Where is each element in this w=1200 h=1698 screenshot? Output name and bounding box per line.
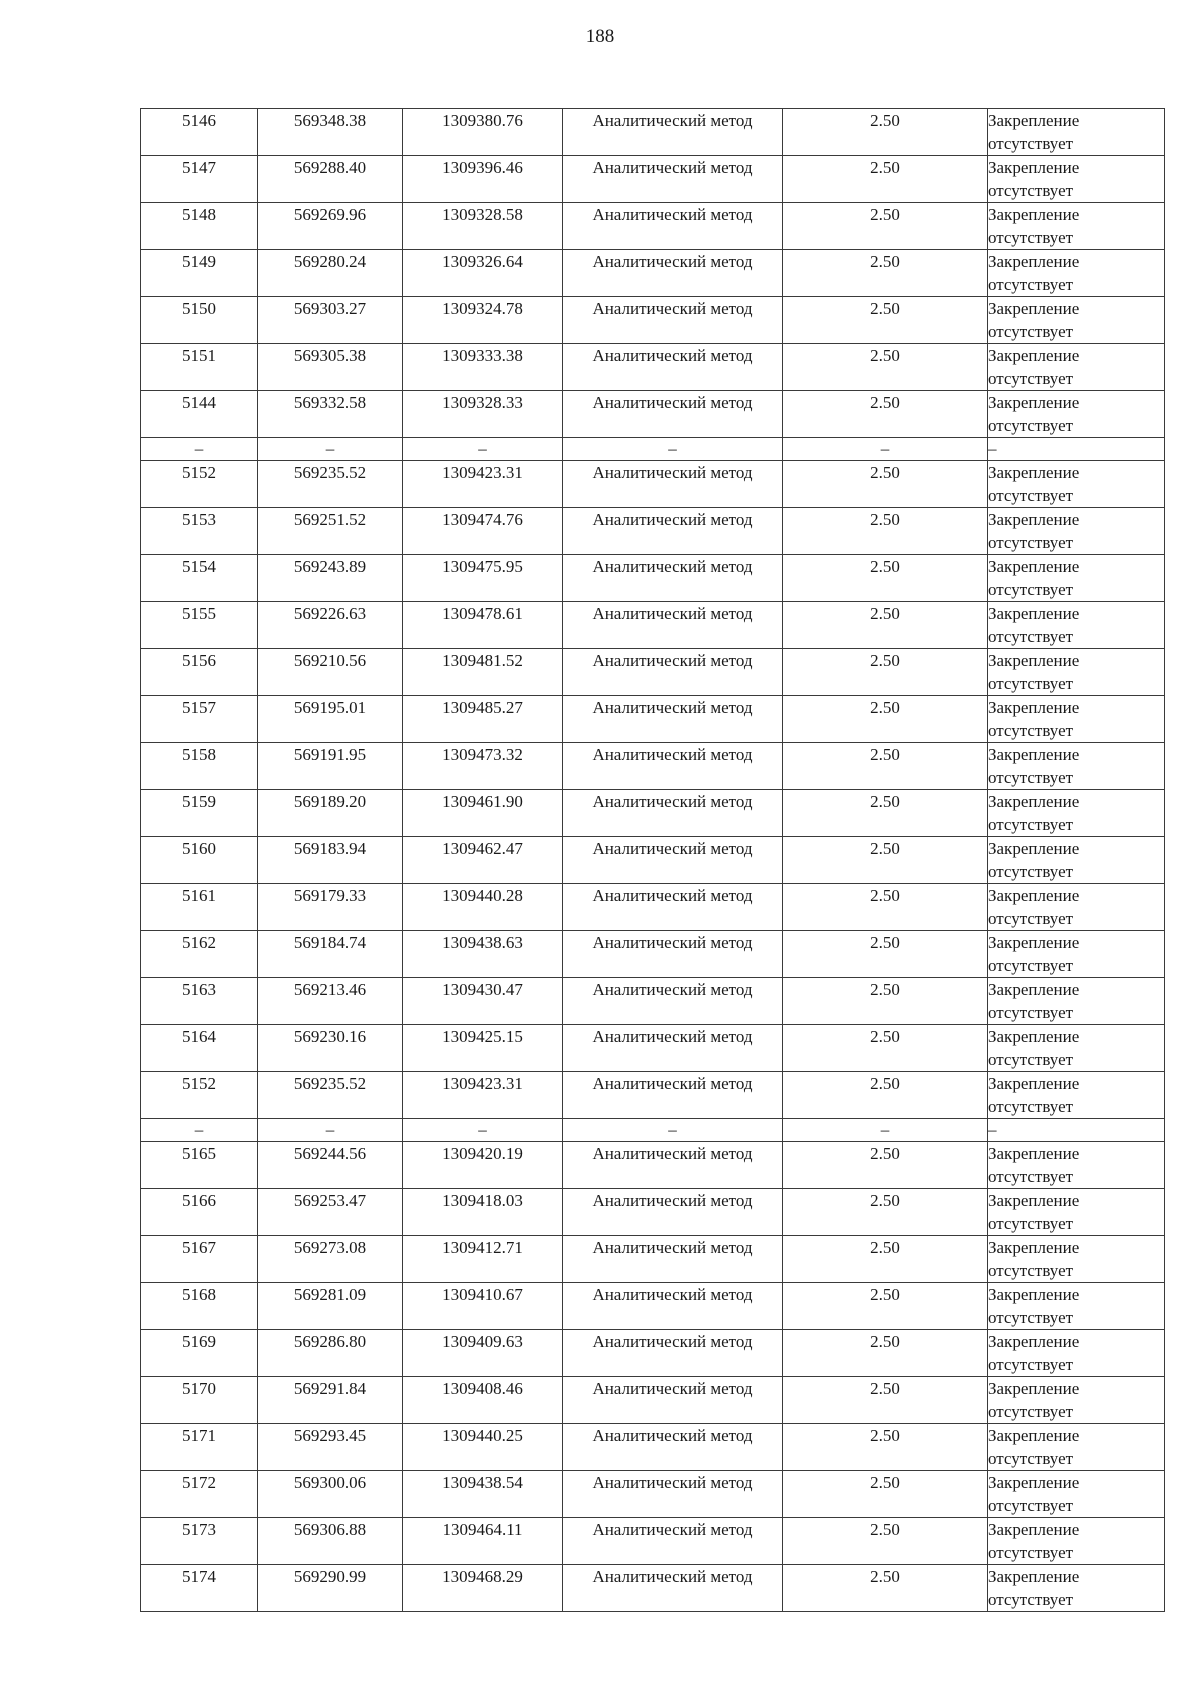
error-cell: 2.50 <box>783 790 988 837</box>
y-coordinate-cell: 1309425.15 <box>403 1025 563 1072</box>
method-cell: Аналитический метод <box>563 696 783 743</box>
method-cell: Аналитический метод <box>563 1142 783 1189</box>
x-coordinate-cell: 569210.56 <box>258 649 403 696</box>
fixing-cell <box>988 1518 1165 1565</box>
table-row <box>141 1142 1165 1189</box>
point-number-cell: 5168 <box>141 1283 258 1330</box>
table-row <box>141 1424 1165 1471</box>
x-coordinate-cell: 569226.63 <box>258 602 403 649</box>
point-number-cell: 5149 <box>141 250 258 297</box>
x-coordinate-cell: 569179.33 <box>258 884 403 931</box>
table-row <box>141 508 1165 555</box>
y-coordinate-cell: 1309464.11 <box>403 1518 563 1565</box>
method-cell: Аналитический метод <box>563 837 783 884</box>
error-cell: 2.50 <box>783 203 988 250</box>
method-cell: Аналитический метод <box>563 1025 783 1072</box>
point-number-cell: 5163 <box>141 978 258 1025</box>
x-coordinate-cell: 569195.01 <box>258 696 403 743</box>
fixing-line: Закрепление <box>988 1191 1080 1210</box>
fixing-line: Закрепление <box>988 346 1080 365</box>
point-number-cell: 5164 <box>141 1025 258 1072</box>
error-cell: 2.50 <box>783 461 988 508</box>
method-cell: Аналитический метод <box>563 1189 783 1236</box>
error-cell: 2.50 <box>783 696 988 743</box>
fixing-cell <box>988 203 1165 250</box>
y-coordinate-cell: 1309440.25 <box>403 1424 563 1471</box>
error-cell: 2.50 <box>783 555 988 602</box>
y-coordinate-cell: 1309380.76 <box>403 109 563 156</box>
table-row <box>141 696 1165 743</box>
point-number-cell: 5172 <box>141 1471 258 1518</box>
error-cell: 2.50 <box>783 837 988 884</box>
error-cell: 2.50 <box>783 602 988 649</box>
fixing-cell <box>988 391 1165 438</box>
method-cell: Аналитический метод <box>563 1377 783 1424</box>
point-number-cell: 5170 <box>141 1377 258 1424</box>
table-row <box>141 1189 1165 1236</box>
fixing-line: отсутствует <box>988 486 1074 505</box>
y-coordinate-cell: 1309461.90 <box>403 790 563 837</box>
x-coordinate-cell: 569291.84 <box>258 1377 403 1424</box>
x-coordinate-cell: 569184.74 <box>258 931 403 978</box>
y-coordinate-cell: 1309468.29 <box>403 1565 563 1612</box>
point-number-cell: 5151 <box>141 344 258 391</box>
error-cell: 2.50 <box>783 743 988 790</box>
table-row <box>141 884 1165 931</box>
fixing-line: Закрепление <box>988 205 1080 224</box>
fixing-line: отсутствует <box>988 627 1074 646</box>
coordinates-table <box>140 108 1165 1612</box>
y-coordinate-cell: 1309396.46 <box>403 156 563 203</box>
fixing-line: отсутствует <box>988 1402 1074 1421</box>
fixing-line: отсутствует <box>988 416 1074 435</box>
y-coordinate-cell: 1309474.76 <box>403 508 563 555</box>
method-cell: Аналитический метод <box>563 884 783 931</box>
x-coordinate-cell: 569303.27 <box>258 297 403 344</box>
fixing-line: Закрепление <box>988 1520 1080 1539</box>
fixing-cell <box>988 1236 1165 1283</box>
separator-cell: – <box>141 438 258 461</box>
table-row <box>141 649 1165 696</box>
separator-cell: – <box>563 1119 783 1142</box>
y-coordinate-cell: 1309423.31 <box>403 1072 563 1119</box>
x-coordinate-cell: 569189.20 <box>258 790 403 837</box>
table-row <box>141 1565 1165 1612</box>
method-cell: Аналитический метод <box>563 297 783 344</box>
x-coordinate-cell: 569348.38 <box>258 109 403 156</box>
method-cell: Аналитический метод <box>563 1424 783 1471</box>
point-number-cell: 5173 <box>141 1518 258 1565</box>
fixing-cell <box>988 884 1165 931</box>
y-coordinate-cell: 1309438.63 <box>403 931 563 978</box>
y-coordinate-cell: 1309481.52 <box>403 649 563 696</box>
y-coordinate-cell: 1309420.19 <box>403 1142 563 1189</box>
x-coordinate-cell: 569286.80 <box>258 1330 403 1377</box>
fixing-line: отсутствует <box>988 580 1074 599</box>
fixing-line: Закрепление <box>988 933 1080 952</box>
point-number-cell: 5167 <box>141 1236 258 1283</box>
method-cell: Аналитический метод <box>563 1471 783 1518</box>
y-coordinate-cell: 1309324.78 <box>403 297 563 344</box>
method-cell: Аналитический метод <box>563 602 783 649</box>
fixing-line: отсутствует <box>988 1496 1074 1515</box>
fixing-line: отсутствует <box>988 181 1074 200</box>
method-cell: Аналитический метод <box>563 1072 783 1119</box>
x-coordinate-cell: 569235.52 <box>258 461 403 508</box>
point-number-cell: 5160 <box>141 837 258 884</box>
fixing-line: отсутствует <box>988 1590 1074 1609</box>
fixing-line: отсутствует <box>988 768 1074 787</box>
fixing-line: Закрепление <box>988 510 1080 529</box>
error-cell: 2.50 <box>783 297 988 344</box>
fixing-line: Закрепление <box>988 463 1080 482</box>
table-row <box>141 344 1165 391</box>
fixing-cell <box>988 1283 1165 1330</box>
fixing-line: отсутствует <box>988 1355 1074 1374</box>
fixing-line: отсутствует <box>988 1449 1074 1468</box>
method-cell: Аналитический метод <box>563 790 783 837</box>
x-coordinate-cell: 569213.46 <box>258 978 403 1025</box>
fixing-line: Закрепление <box>988 1074 1080 1093</box>
method-cell: Аналитический метод <box>563 1236 783 1283</box>
fixing-line: Закрепление <box>988 1285 1080 1304</box>
separator-cell: – <box>783 1119 988 1142</box>
x-coordinate-cell: 569244.56 <box>258 1142 403 1189</box>
point-number-cell: 5150 <box>141 297 258 344</box>
y-coordinate-cell: 1309328.58 <box>403 203 563 250</box>
fixing-cell <box>988 1565 1165 1612</box>
table-row <box>141 1471 1165 1518</box>
error-cell: 2.50 <box>783 1518 988 1565</box>
point-number-cell: 5158 <box>141 743 258 790</box>
error-cell: 2.50 <box>783 344 988 391</box>
point-number-cell: 5146 <box>141 109 258 156</box>
fixing-cell <box>988 790 1165 837</box>
fixing-cell <box>988 297 1165 344</box>
fixing-line: отсутствует <box>988 721 1074 740</box>
method-cell: Аналитический метод <box>563 555 783 602</box>
fixing-line: отсутствует <box>988 1167 1074 1186</box>
method-cell: Аналитический метод <box>563 978 783 1025</box>
fixing-cell <box>988 508 1165 555</box>
fixing-line: Закрепление <box>988 1473 1080 1492</box>
x-coordinate-cell: 569305.38 <box>258 344 403 391</box>
method-cell: Аналитический метод <box>563 931 783 978</box>
method-cell: Аналитический метод <box>563 391 783 438</box>
fixing-cell <box>988 555 1165 602</box>
fixing-line: Закрепление <box>988 1332 1080 1351</box>
x-coordinate-cell: 569293.45 <box>258 1424 403 1471</box>
page-number: 188 <box>585 26 615 47</box>
y-coordinate-cell: 1309473.32 <box>403 743 563 790</box>
point-number-cell: 5161 <box>141 884 258 931</box>
fixing-cell <box>988 978 1165 1025</box>
table-row <box>141 109 1165 156</box>
fixing-line: отсутствует <box>988 674 1074 693</box>
fixing-line: Закрепление <box>988 651 1080 670</box>
point-number-cell: 5147 <box>141 156 258 203</box>
fixing-line: Закрепление <box>988 299 1080 318</box>
y-coordinate-cell: 1309408.46 <box>403 1377 563 1424</box>
fixing-line: Закрепление <box>988 393 1080 412</box>
y-coordinate-cell: 1309418.03 <box>403 1189 563 1236</box>
method-cell: Аналитический метод <box>563 743 783 790</box>
error-cell: 2.50 <box>783 391 988 438</box>
fixing-line: Закрепление <box>988 792 1080 811</box>
table-row <box>141 1236 1165 1283</box>
separator-cell: – <box>783 438 988 461</box>
coordinates-table-body <box>141 109 1165 1612</box>
fixing-cell <box>988 1189 1165 1236</box>
error-cell: 2.50 <box>783 109 988 156</box>
x-coordinate-cell: 569290.99 <box>258 1565 403 1612</box>
fixing-line: Закрепление <box>988 1027 1080 1046</box>
x-coordinate-cell: 569251.52 <box>258 508 403 555</box>
error-cell: 2.50 <box>783 1072 988 1119</box>
fixing-cell <box>988 109 1165 156</box>
x-coordinate-cell: 569183.94 <box>258 837 403 884</box>
y-coordinate-cell: 1309485.27 <box>403 696 563 743</box>
separator-cell: – <box>141 1119 258 1142</box>
fixing-line: Закрепление <box>988 1567 1080 1586</box>
x-coordinate-cell: 569243.89 <box>258 555 403 602</box>
fixing-cell <box>988 1330 1165 1377</box>
fixing-line: отсутствует <box>988 1261 1074 1280</box>
error-cell: 2.50 <box>783 1025 988 1072</box>
fixing-cell <box>988 931 1165 978</box>
separator-cell: – <box>403 1119 563 1142</box>
error-cell: 2.50 <box>783 1565 988 1612</box>
error-cell: 2.50 <box>783 250 988 297</box>
fixing-cell <box>988 1025 1165 1072</box>
error-cell: 2.50 <box>783 978 988 1025</box>
fixing-line: отсутствует <box>988 862 1074 881</box>
table-row <box>141 837 1165 884</box>
table-row <box>141 1518 1165 1565</box>
table-row <box>141 156 1165 203</box>
fixing-line: Закрепление <box>988 839 1080 858</box>
y-coordinate-cell: 1309412.71 <box>403 1236 563 1283</box>
x-coordinate-cell: 569191.95 <box>258 743 403 790</box>
fixing-line: отсутствует <box>988 909 1074 928</box>
y-coordinate-cell: 1309462.47 <box>403 837 563 884</box>
fixing-cell <box>988 344 1165 391</box>
y-coordinate-cell: 1309430.47 <box>403 978 563 1025</box>
method-cell: Аналитический метод <box>563 1518 783 1565</box>
point-number-cell: 5157 <box>141 696 258 743</box>
x-coordinate-cell: 569281.09 <box>258 1283 403 1330</box>
fixing-cell <box>988 696 1165 743</box>
fixing-line: отсутствует <box>988 533 1074 552</box>
fixing-line: Закрепление <box>988 111 1080 130</box>
point-number-cell: 5144 <box>141 391 258 438</box>
x-coordinate-cell: 569273.08 <box>258 1236 403 1283</box>
fixing-cell <box>988 461 1165 508</box>
error-cell: 2.50 <box>783 884 988 931</box>
y-coordinate-cell: 1309475.95 <box>403 555 563 602</box>
y-coordinate-cell: 1309423.31 <box>403 461 563 508</box>
fixing-line: Закрепление <box>988 745 1080 764</box>
fixing-line: отсутствует <box>988 1543 1074 1562</box>
separator-row <box>141 1119 1165 1142</box>
method-cell: Аналитический метод <box>563 1565 783 1612</box>
table-row <box>141 978 1165 1025</box>
fixing-line: Закрепление <box>988 1238 1080 1257</box>
fixing-cell <box>988 1471 1165 1518</box>
fixing-cell <box>988 743 1165 790</box>
y-coordinate-cell: 1309326.64 <box>403 250 563 297</box>
method-cell: Аналитический метод <box>563 508 783 555</box>
fixing-cell <box>988 1072 1165 1119</box>
table-row <box>141 1330 1165 1377</box>
error-cell: 2.50 <box>783 1189 988 1236</box>
error-cell: 2.50 <box>783 931 988 978</box>
table-row <box>141 297 1165 344</box>
x-coordinate-cell: 569235.52 <box>258 1072 403 1119</box>
error-cell: 2.50 <box>783 1471 988 1518</box>
fixing-line: отсутствует <box>988 228 1074 247</box>
fixing-line: Закрепление <box>988 158 1080 177</box>
separator-cell: – <box>988 438 1165 461</box>
error-cell: 2.50 <box>783 156 988 203</box>
point-number-cell: 5166 <box>141 1189 258 1236</box>
fixing-cell <box>988 1377 1165 1424</box>
x-coordinate-cell: 569253.47 <box>258 1189 403 1236</box>
fixing-line: отсутствует <box>988 1214 1074 1233</box>
y-coordinate-cell: 1309440.28 <box>403 884 563 931</box>
fixing-line: Закрепление <box>988 698 1080 717</box>
fixing-line: отсутствует <box>988 134 1074 153</box>
fixing-cell <box>988 156 1165 203</box>
fixing-line: Закрепление <box>988 252 1080 271</box>
x-coordinate-cell: 569230.16 <box>258 1025 403 1072</box>
table-row <box>141 203 1165 250</box>
method-cell: Аналитический метод <box>563 461 783 508</box>
y-coordinate-cell: 1309438.54 <box>403 1471 563 1518</box>
error-cell: 2.50 <box>783 508 988 555</box>
point-number-cell: 5155 <box>141 602 258 649</box>
fixing-line: Закрепление <box>988 886 1080 905</box>
table-row <box>141 790 1165 837</box>
fixing-line: Закрепление <box>988 557 1080 576</box>
point-number-cell: 5165 <box>141 1142 258 1189</box>
table-row <box>141 1377 1165 1424</box>
fixing-line: отсутствует <box>988 1308 1074 1327</box>
method-cell: Аналитический метод <box>563 203 783 250</box>
fixing-line: отсутствует <box>988 275 1074 294</box>
method-cell: Аналитический метод <box>563 156 783 203</box>
table-row <box>141 391 1165 438</box>
method-cell: Аналитический метод <box>563 344 783 391</box>
x-coordinate-cell: 569300.06 <box>258 1471 403 1518</box>
point-number-cell: 5169 <box>141 1330 258 1377</box>
point-number-cell: 5152 <box>141 461 258 508</box>
point-number-cell: 5152 <box>141 1072 258 1119</box>
table-row <box>141 1072 1165 1119</box>
method-cell: Аналитический метод <box>563 1283 783 1330</box>
table-row <box>141 1025 1165 1072</box>
table-row <box>141 250 1165 297</box>
fixing-line: отсутствует <box>988 1003 1074 1022</box>
fixing-line: Закрепление <box>988 1379 1080 1398</box>
y-coordinate-cell: 1309333.38 <box>403 344 563 391</box>
separator-cell: – <box>988 1119 1165 1142</box>
table-row <box>141 555 1165 602</box>
y-coordinate-cell: 1309409.63 <box>403 1330 563 1377</box>
separator-row <box>141 438 1165 461</box>
point-number-cell: 5153 <box>141 508 258 555</box>
fixing-line: Закрепление <box>988 604 1080 623</box>
error-cell: 2.50 <box>783 1424 988 1471</box>
fixing-line: отсутствует <box>988 956 1074 975</box>
point-number-cell: 5162 <box>141 931 258 978</box>
x-coordinate-cell: 569269.96 <box>258 203 403 250</box>
error-cell: 2.50 <box>783 1283 988 1330</box>
point-number-cell: 5171 <box>141 1424 258 1471</box>
point-number-cell: 5156 <box>141 649 258 696</box>
separator-cell: – <box>403 438 563 461</box>
separator-cell: – <box>258 1119 403 1142</box>
table-row <box>141 931 1165 978</box>
fixing-line: Закрепление <box>988 980 1080 999</box>
x-coordinate-cell: 569332.58 <box>258 391 403 438</box>
separator-cell: – <box>258 438 403 461</box>
error-cell: 2.50 <box>783 1377 988 1424</box>
error-cell: 2.50 <box>783 1236 988 1283</box>
y-coordinate-cell: 1309410.67 <box>403 1283 563 1330</box>
method-cell: Аналитический метод <box>563 649 783 696</box>
fixing-line: отсутствует <box>988 322 1074 341</box>
fixing-line: Закрепление <box>988 1426 1080 1445</box>
fixing-line: отсутствует <box>988 815 1074 834</box>
fixing-line: Закрепление <box>988 1144 1080 1163</box>
y-coordinate-cell: 1309478.61 <box>403 602 563 649</box>
error-cell: 2.50 <box>783 649 988 696</box>
method-cell: Аналитический метод <box>563 1330 783 1377</box>
fixing-cell <box>988 837 1165 884</box>
x-coordinate-cell: 569306.88 <box>258 1518 403 1565</box>
fixing-line: отсутствует <box>988 369 1074 388</box>
table-row <box>141 1283 1165 1330</box>
table-row <box>141 461 1165 508</box>
fixing-cell <box>988 1424 1165 1471</box>
point-number-cell: 5148 <box>141 203 258 250</box>
separator-cell: – <box>563 438 783 461</box>
fixing-cell <box>988 250 1165 297</box>
point-number-cell: 5174 <box>141 1565 258 1612</box>
error-cell: 2.50 <box>783 1142 988 1189</box>
fixing-cell <box>988 602 1165 649</box>
fixing-cell <box>988 1142 1165 1189</box>
method-cell: Аналитический метод <box>563 109 783 156</box>
fixing-cell <box>988 649 1165 696</box>
y-coordinate-cell: 1309328.33 <box>403 391 563 438</box>
fixing-line: отсутствует <box>988 1097 1074 1116</box>
point-number-cell: 5159 <box>141 790 258 837</box>
x-coordinate-cell: 569280.24 <box>258 250 403 297</box>
table-row <box>141 743 1165 790</box>
error-cell: 2.50 <box>783 1330 988 1377</box>
x-coordinate-cell: 569288.40 <box>258 156 403 203</box>
method-cell: Аналитический метод <box>563 250 783 297</box>
point-number-cell: 5154 <box>141 555 258 602</box>
table-row <box>141 602 1165 649</box>
fixing-line: отсутствует <box>988 1050 1074 1069</box>
